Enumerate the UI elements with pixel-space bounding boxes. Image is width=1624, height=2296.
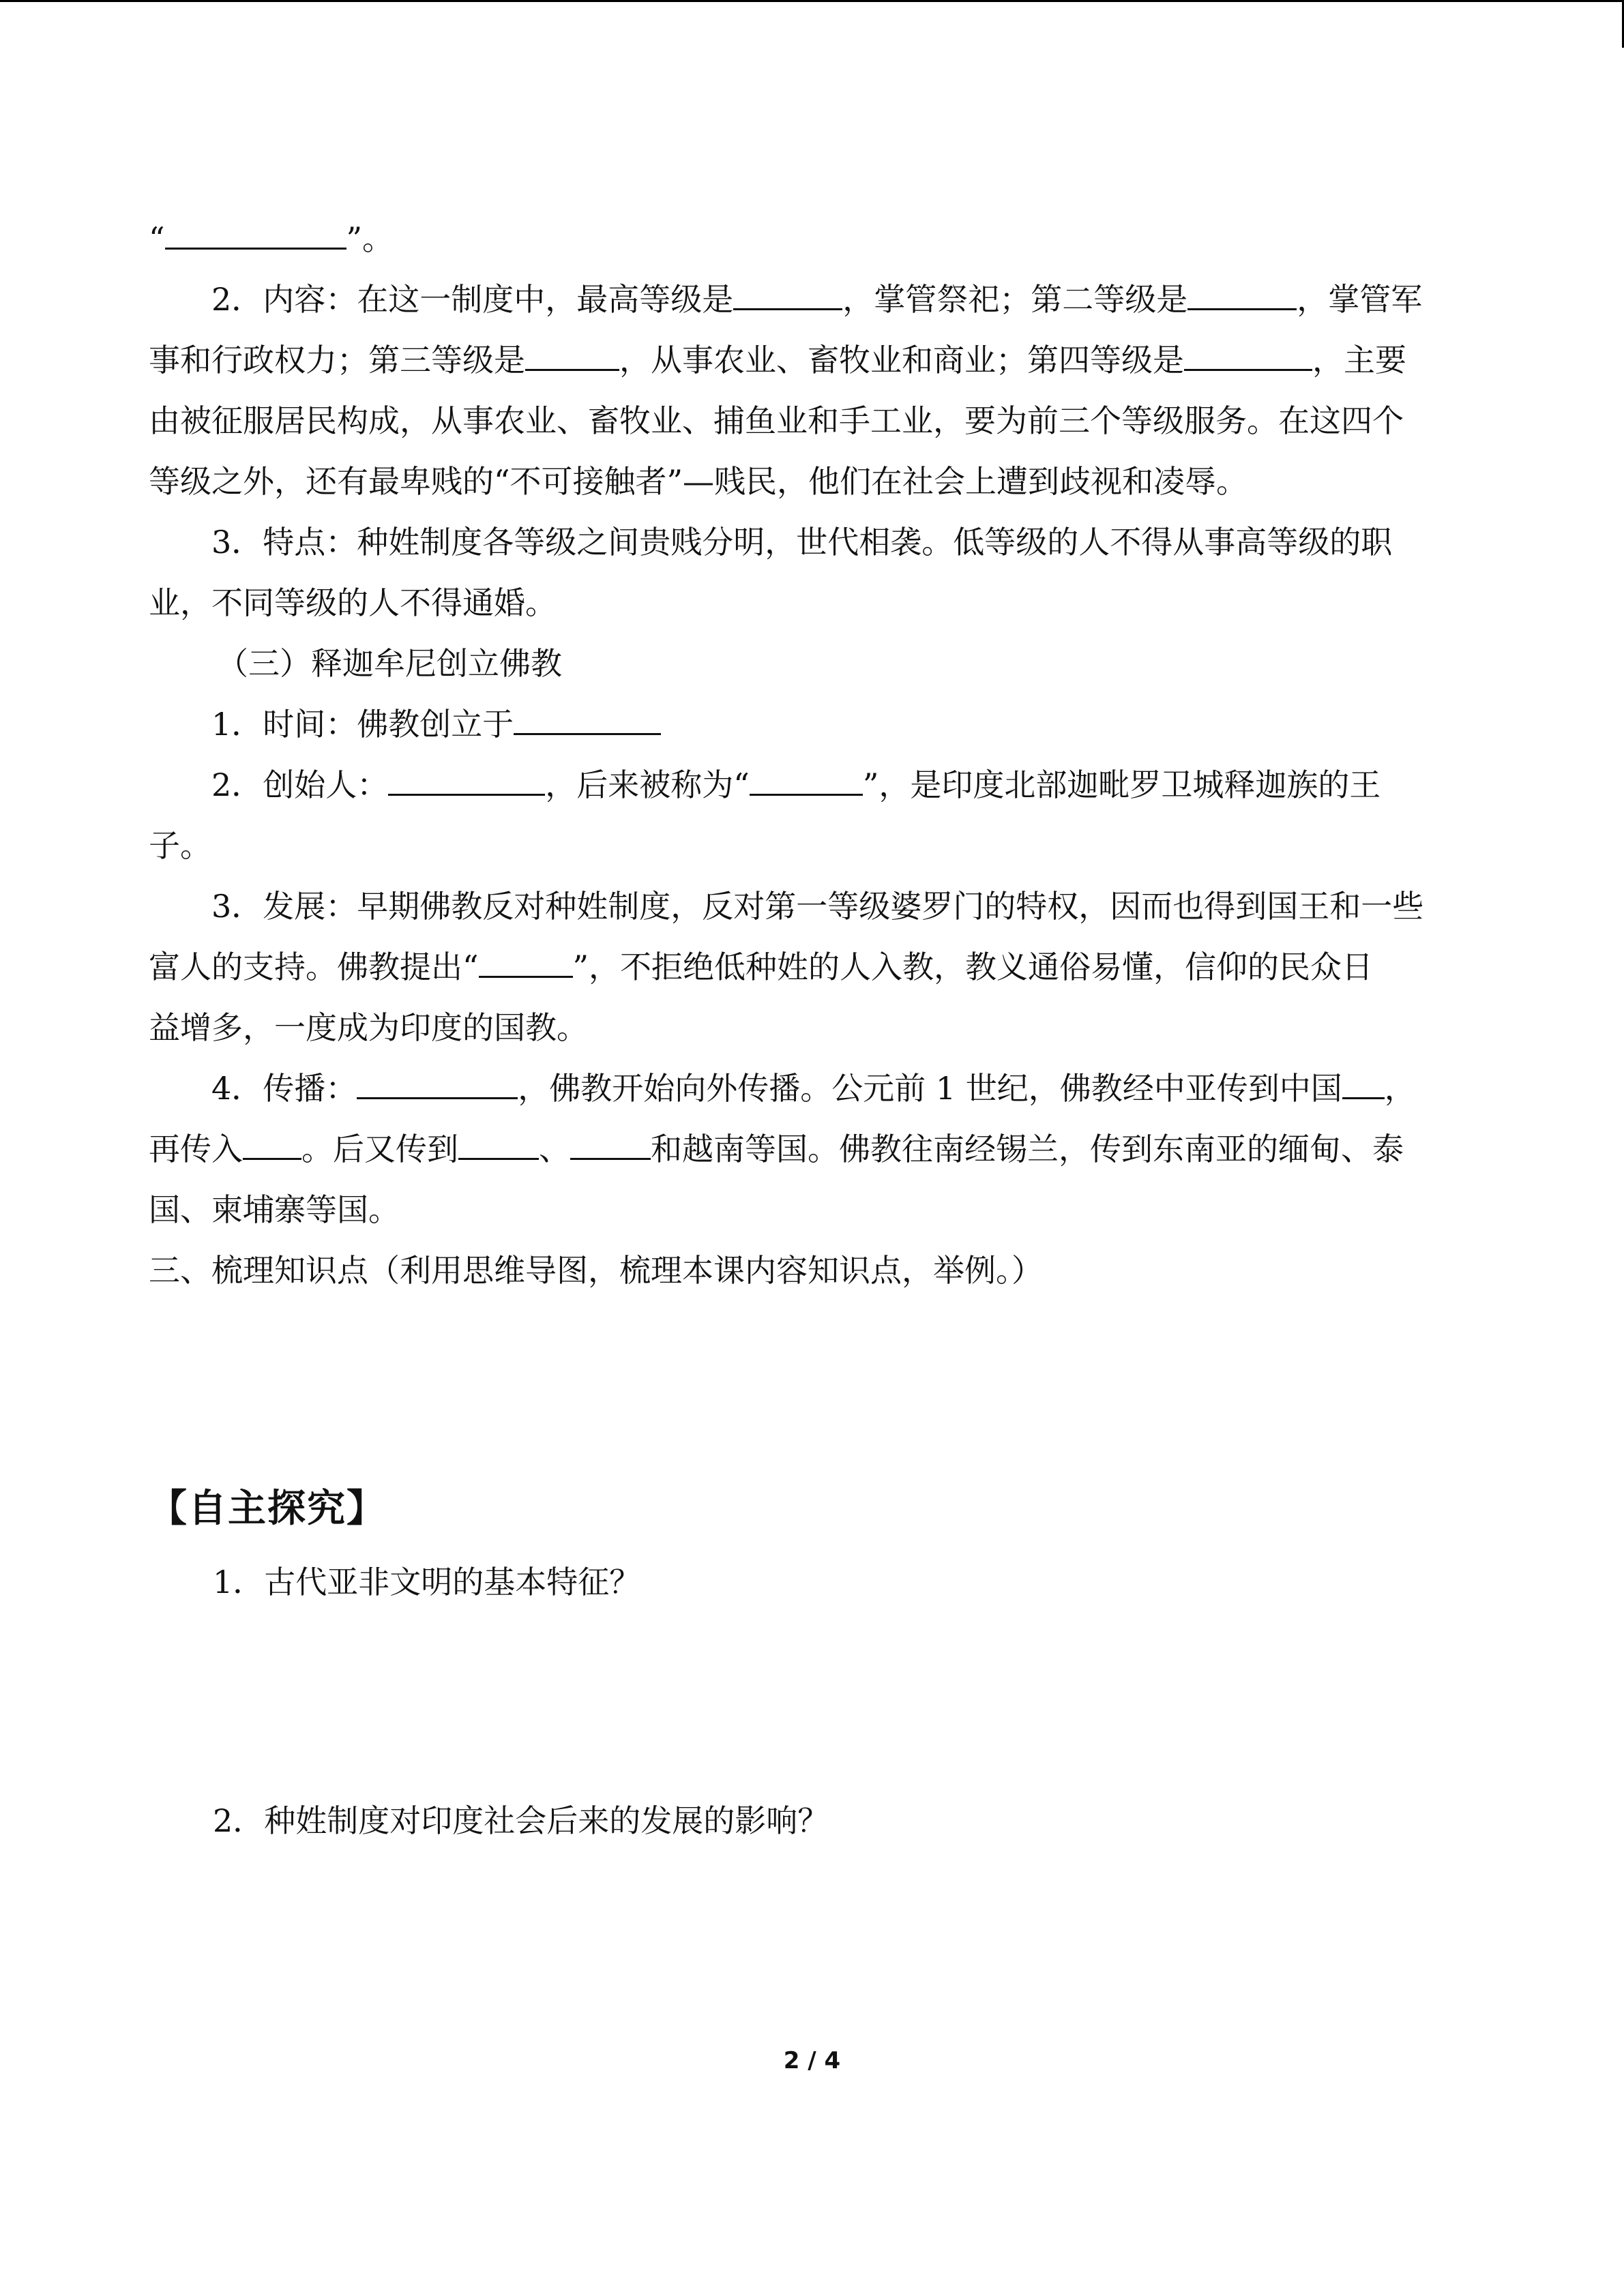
text-span: ，掌管祭祀；第二等级是 (842, 281, 1188, 318)
section-title: 【自主探究】 (149, 1487, 386, 1531)
question-2: 2．种姓制度对印度社会后来的发展的影响？ (213, 1802, 829, 1839)
text-line: 等级之外，还有最卑贱的“不可接触者”—贱民，他们在社会上遭到歧视和凌辱。 (149, 463, 1248, 500)
text-line (149, 937, 1476, 998)
text-span: 事和行政权力；第三等级是 (149, 342, 525, 378)
text-span: ，掌管军 (1297, 281, 1423, 318)
page-number: 2 / 4 (783, 2047, 841, 2074)
text-span: 和越南等国。佛教往南经锡兰，传到东南亚的缅甸、泰 (651, 1131, 1404, 1167)
fill-blank[interactable] (570, 1131, 651, 1160)
text-line (149, 1058, 1476, 1119)
fill-blank[interactable] (733, 281, 842, 310)
fill-blank[interactable] (243, 1131, 301, 1160)
text-span: ，后来被称为“ (545, 766, 750, 803)
text-span: 2．创始人： (211, 766, 389, 803)
text-line (149, 1119, 1476, 1180)
text-line (149, 330, 1476, 391)
text-span: ”，是印度北部迦毗罗卫城释迦族的王 (862, 766, 1381, 803)
text-span: ”，不拒绝低种姓的人入教，教义通俗易懂，信仰的民众日 (572, 949, 1374, 985)
fill-blank[interactable] (514, 706, 661, 735)
text-span: ”。 (346, 220, 394, 257)
fill-blank[interactable] (357, 1070, 518, 1099)
page-top-border (0, 0, 1624, 2)
text-span: ， (1384, 1070, 1416, 1107)
text-span: ，佛教开始向外传播。公元前 1 世纪，佛教经中亚传到中国 (518, 1070, 1342, 1107)
text-span: ，从事农业、畜牧业和商业；第四等级是 (619, 342, 1184, 378)
fill-blank[interactable] (479, 949, 573, 978)
question-1: 1．古代亚非文明的基本特征？ (213, 1564, 641, 1600)
text-span: 1．时间：佛教创立于 (211, 706, 514, 743)
text-line: 3．发展：早期佛教反对种姓制度，反对第一等级婆罗门的特权，因而也得到国王和一些 (211, 888, 1424, 925)
text-line (149, 755, 1476, 816)
text-line (149, 209, 1476, 269)
fill-blank[interactable] (165, 220, 346, 250)
text-span: 再传入 (149, 1131, 243, 1167)
text-span: 、 (539, 1131, 570, 1167)
text-line: 子。 (149, 827, 211, 864)
text-span: 。后又传到 (301, 1131, 458, 1167)
text-span: “ (149, 220, 165, 257)
fill-blank[interactable] (458, 1131, 539, 1160)
text-line: 3．特点：种姓制度各等级之间贵贱分明，世代相袭。低等级的人不得从事高等级的职 (211, 524, 1393, 561)
fill-blank[interactable] (750, 766, 863, 796)
text-line: 益增多，一度成为印度的国教。 (149, 1009, 588, 1046)
fill-blank[interactable] (1187, 281, 1297, 310)
fill-blank[interactable] (388, 766, 545, 796)
text-span: 4．传播： (211, 1070, 357, 1107)
text-line (149, 694, 1476, 755)
text-line: 由被征服居民构成，从事农业、畜牧业、捕鱼业和手工业，要为前三个等级服务。在这四个 (149, 402, 1404, 439)
fill-blank[interactable] (525, 342, 619, 371)
subsection-heading: （三）释迦牟尼创立佛教 (217, 645, 562, 682)
text-span: ，主要 (1312, 342, 1406, 378)
text-span: 富人的支持。佛教提出“ (149, 949, 479, 985)
text-span: 2．内容：在这一制度中，最高等级是 (211, 281, 734, 318)
text-line: 国、柬埔寨等国。 (149, 1191, 400, 1228)
section-heading: 三、梳理知识点（利用思维导图，梳理本课内容知识点，举例。） (149, 1252, 1043, 1289)
document-body (149, 209, 1476, 1301)
fill-blank[interactable] (1342, 1070, 1385, 1099)
text-line: 业，不同等级的人不得通婚。 (149, 584, 557, 621)
fill-blank[interactable] (1184, 342, 1312, 371)
text-line (149, 269, 1476, 330)
